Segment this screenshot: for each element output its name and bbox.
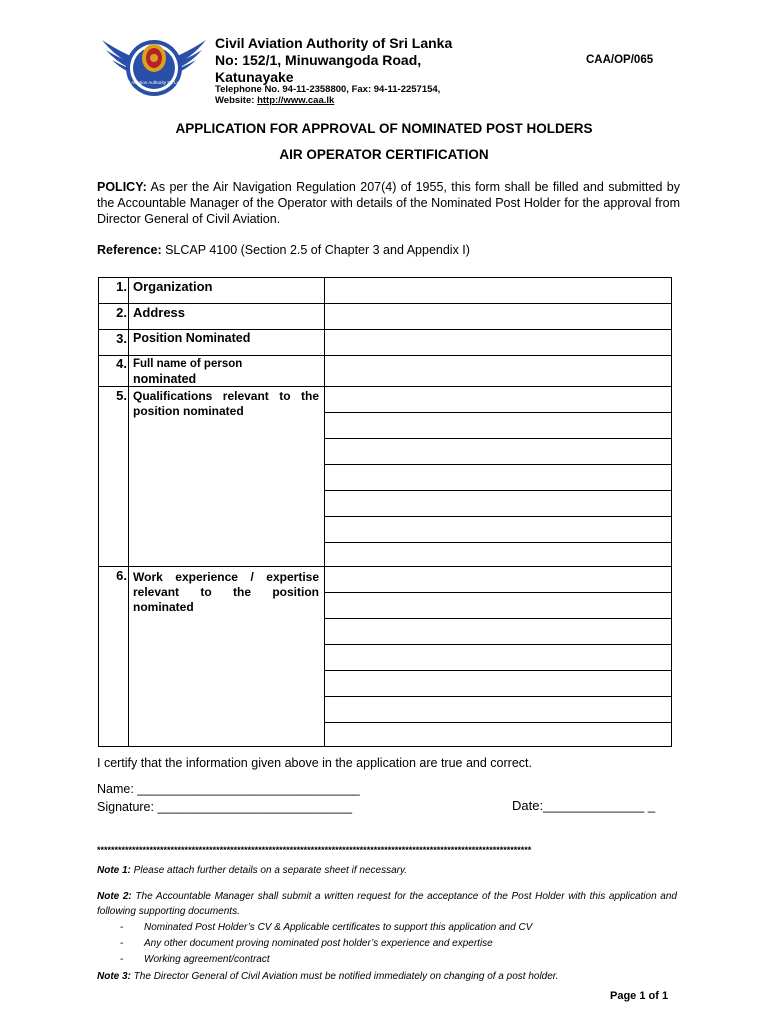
note-text: Please attach further details on a separate sheet if necessary. <box>130 865 407 876</box>
signature-field[interactable]: Signature: ____________________________ <box>97 800 353 814</box>
label-line: Work experience / expertise <box>133 570 319 584</box>
row-separator <box>99 303 671 304</box>
row-separator <box>99 329 671 330</box>
svg-text:Civil Aviation Authority Sri L: Civil Aviation Authority Sri Lanka <box>121 80 187 85</box>
bullet-dash: - <box>120 938 124 949</box>
policy-label: POLICY: <box>97 180 147 194</box>
bullet-dash: - <box>120 954 124 965</box>
row-separator <box>99 566 671 567</box>
organization-header <box>215 35 515 86</box>
nomination-table <box>98 277 672 747</box>
answer-line <box>324 696 671 697</box>
note-label: Note 1: <box>97 865 131 876</box>
caa-logo <box>100 30 208 102</box>
answer-line <box>324 516 671 517</box>
row-number: 2. <box>116 305 127 320</box>
answer-line <box>324 592 671 593</box>
answer-line <box>324 670 671 671</box>
form-title: APPLICATION FOR APPROVAL OF NOMINATED POST HOLDERS <box>175 121 593 136</box>
website-link[interactable]: http://www.caa.lk <box>257 95 335 106</box>
label-line: Full name of person <box>133 358 243 370</box>
note-text: The Director General of Civil Aviation must be notified immediately on changing of a post holder. <box>130 971 559 982</box>
row-number: 5. <box>116 388 127 403</box>
row-number: 1. <box>116 279 127 294</box>
policy-text: As per the Air Navigation Regulation 207(4) of 1955, this form shall be filled and submitted by the Accountable Manager of the Operator with details of the Nominated Post Holder for the approval from Director General of Civil Aviation. <box>97 180 680 226</box>
reference-line <box>97 243 470 257</box>
row-number: 6. <box>116 568 127 583</box>
name-field[interactable]: Name: ________________________________ <box>97 782 360 796</box>
row-label-organization: Organization <box>133 279 213 294</box>
answer-line <box>324 438 671 439</box>
form-subtitle: AIR OPERATOR CERTIFICATION <box>279 147 489 162</box>
bullet-text: Nominated Post Holder’s CV & Applicable certificates to support this application and CV <box>144 922 533 933</box>
bullet-text: Working agreement/contract <box>144 954 270 965</box>
label-line: relevant to the position <box>133 585 319 599</box>
table-divider-num <box>128 278 129 746</box>
website-label: Website: <box>215 95 258 106</box>
row-label-full-name <box>133 357 242 387</box>
caa-emblem-icon <box>100 30 208 102</box>
bullet-item <box>120 954 270 965</box>
note-2 <box>97 889 677 919</box>
bullet-item <box>120 922 532 933</box>
table-divider-label <box>324 278 325 746</box>
page-number: Page 1 of 1 <box>610 990 669 1002</box>
note-label: Note 3: <box>97 971 131 982</box>
answer-line <box>324 644 671 645</box>
note-text: The Accountable Manager shall submit a written request for the acceptance of the Post Holder with this application and following supporting documents. <box>97 891 677 917</box>
phone-fax: Telephone No. 94-11-2358800, Fax: 94-11-2257154, <box>215 84 441 95</box>
answer-line <box>324 464 671 465</box>
answer-line <box>324 722 671 723</box>
reference-text: SLCAP 4100 (Section 2.5 of Chapter 3 and Appendix I) <box>161 243 470 257</box>
label-line: nominated <box>133 372 197 386</box>
org-name: Civil Aviation Authority of Sri Lanka <box>215 35 453 51</box>
bullet-text: Any other document proving nominated post holder’s experience and expertise <box>144 938 493 949</box>
answer-line <box>324 618 671 619</box>
row-number: 4. <box>116 356 127 371</box>
answer-line <box>324 412 671 413</box>
date-field[interactable]: Date:______________ _ <box>512 798 656 813</box>
note-1 <box>97 863 677 878</box>
form-code: CAA/OP/065 <box>586 54 654 66</box>
bullet-item <box>120 938 493 949</box>
website-line <box>215 95 440 106</box>
reference-label: Reference: <box>97 243 162 257</box>
certification-statement: I certify that the information given above in the application are true and correct. <box>97 756 532 770</box>
label-line: Qualifications relevant to the <box>133 389 319 403</box>
answer-line <box>324 490 671 491</box>
row-separator <box>99 355 671 356</box>
row-label-experience <box>133 570 319 615</box>
bullet-dash: - <box>120 922 124 933</box>
contact-info <box>215 84 440 106</box>
row-label-position: Position Nominated <box>133 331 251 345</box>
org-address: No: 152/1, Minuwangoda Road, <box>215 52 422 68</box>
row-number: 3. <box>116 331 127 346</box>
note-3 <box>97 969 677 984</box>
row-label-address: Address <box>133 305 186 320</box>
note-label: Note 2: <box>97 891 132 902</box>
row-label-qualifications <box>133 389 319 419</box>
separator-stars: **************************************************************************************************************************** <box>97 845 532 855</box>
label-line: position nominated <box>133 404 244 418</box>
org-city: Katunayake <box>215 69 294 85</box>
label-line: nominated <box>133 600 194 614</box>
policy-paragraph <box>97 179 680 227</box>
answer-line <box>324 542 671 543</box>
